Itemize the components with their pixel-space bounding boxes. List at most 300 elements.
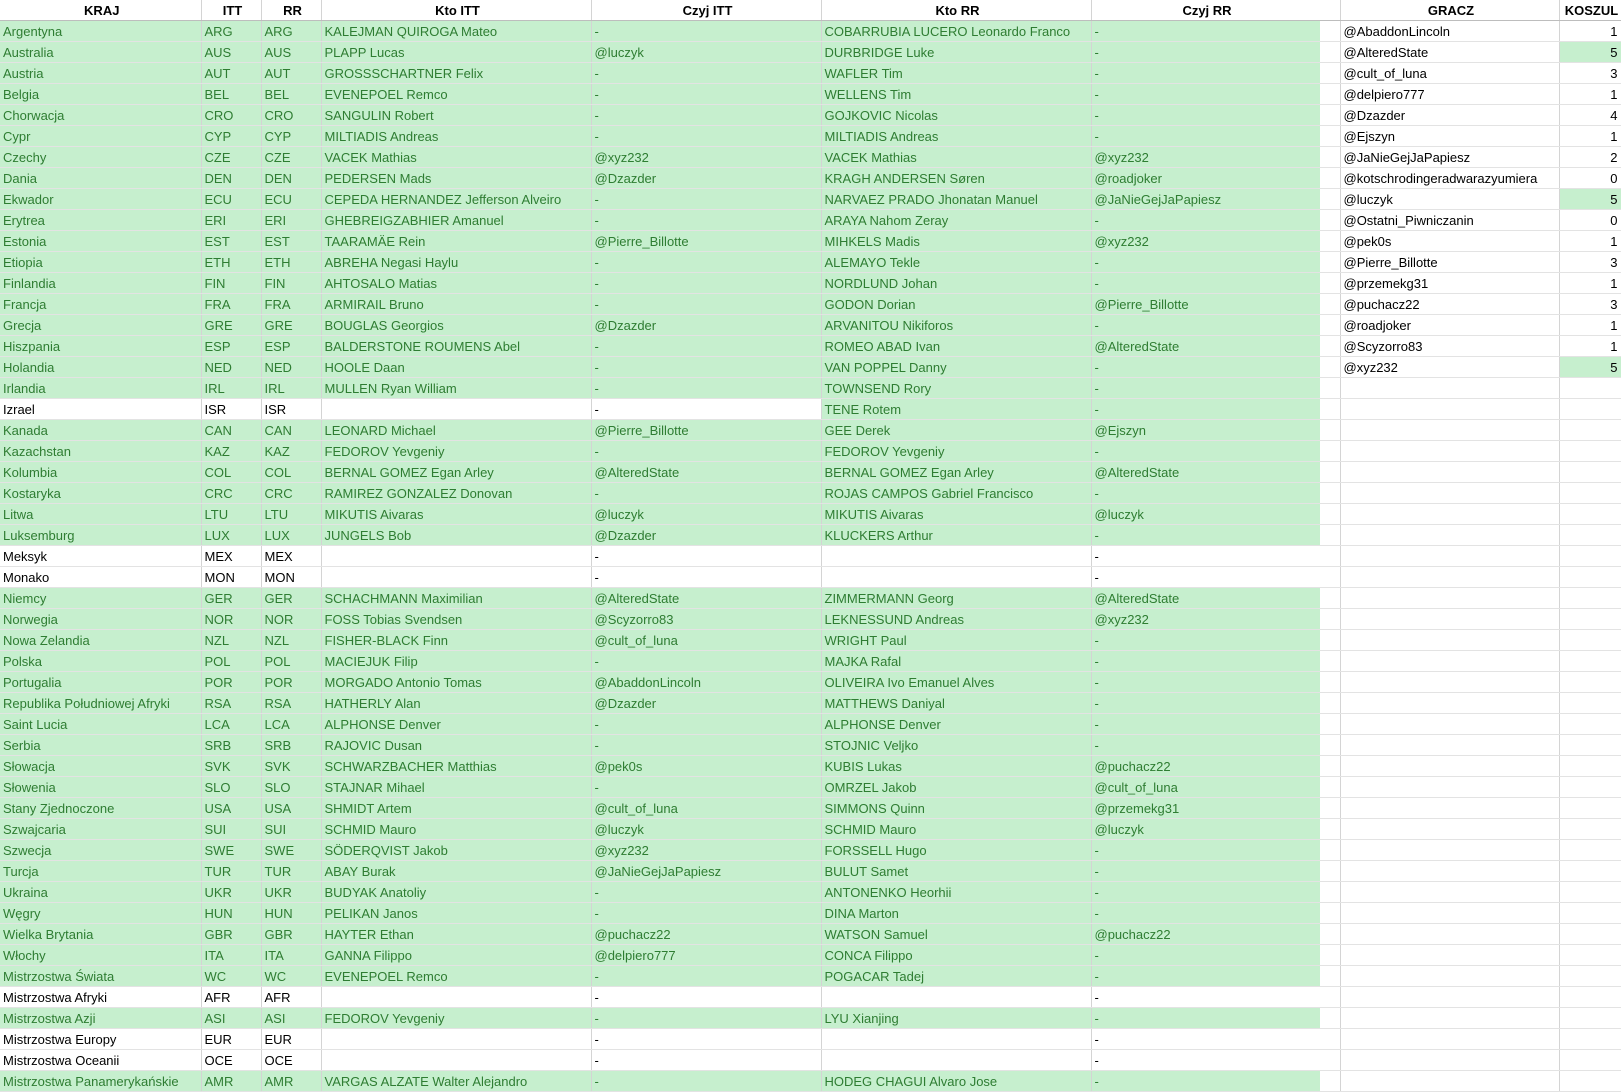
cell-kraj[interactable]: Mistrzostwa Europy [0,1029,201,1050]
cell-kraj[interactable]: Meksyk [0,546,201,567]
gap-cell[interactable] [1320,693,1340,714]
cell-kto-itt[interactable]: SANGULIN Robert [321,105,591,126]
cell-kto-rr[interactable]: WAFLER Tim [821,63,1091,84]
cell-czyj-rr[interactable]: @cult_of_luna [1091,777,1320,798]
header-koszul[interactable]: KOSZUL [1559,0,1621,21]
cell-kto-rr[interactable] [821,987,1091,1008]
cell-czyj-rr[interactable]: - [1091,315,1320,336]
cell-kto-itt[interactable]: VACEK Mathias [321,147,591,168]
cell-kto-rr[interactable]: MIHKELS Madis [821,231,1091,252]
gap-cell[interactable] [1320,231,1340,252]
cell-czyj-itt[interactable]: @pek0s [591,756,821,777]
cell-kraj[interactable]: Kolumbia [0,462,201,483]
player-koszul-cell[interactable]: 5 [1559,357,1621,378]
cell-itt[interactable]: ECU [201,189,261,210]
player-name-cell[interactable]: @xyz232 [1340,357,1559,378]
cell-kraj[interactable]: Mistrzostwa Świata [0,966,201,987]
cell-itt[interactable]: OCE [201,1050,261,1071]
cell-kraj[interactable]: Holandia [0,357,201,378]
cell-kto-rr[interactable]: KUBIS Lukas [821,756,1091,777]
cell-rr[interactable]: LUX [261,525,321,546]
cell-rr[interactable]: EUR [261,1029,321,1050]
cell-kto-rr[interactable]: OMRZEL Jakob [821,777,1091,798]
cell-czyj-itt[interactable]: - [591,294,821,315]
player-koszul-cell[interactable] [1559,588,1621,609]
player-name-cell[interactable]: @cult_of_luna [1340,63,1559,84]
cell-rr[interactable]: EST [261,231,321,252]
player-koszul-cell[interactable]: 0 [1559,168,1621,189]
player-name-cell[interactable]: @Ostatni_Piwniczanin [1340,210,1559,231]
gap-cell[interactable] [1320,84,1340,105]
cell-kto-rr[interactable]: TOWNSEND Rory [821,378,1091,399]
player-name-cell[interactable] [1340,966,1559,987]
cell-czyj-rr[interactable]: @AlteredState [1091,588,1320,609]
cell-czyj-rr[interactable]: - [1091,273,1320,294]
player-koszul-cell[interactable] [1559,630,1621,651]
cell-kto-itt[interactable]: ABAY Burak [321,861,591,882]
cell-rr[interactable]: LTU [261,504,321,525]
player-koszul-cell[interactable]: 1 [1559,126,1621,147]
cell-kto-rr[interactable]: NARVAEZ PRADO Jhonatan Manuel [821,189,1091,210]
player-name-cell[interactable] [1340,399,1559,420]
gap-cell[interactable] [1320,588,1340,609]
cell-kraj[interactable]: Szwecja [0,840,201,861]
gap-cell[interactable] [1320,63,1340,84]
cell-rr[interactable]: CAN [261,420,321,441]
cell-czyj-rr[interactable]: @przemekg31 [1091,798,1320,819]
cell-rr[interactable]: NZL [261,630,321,651]
cell-kto-rr[interactable]: POGACAR Tadej [821,966,1091,987]
cell-kto-itt[interactable] [321,399,591,420]
cell-kraj[interactable]: Republika Południowej Afryki [0,693,201,714]
player-koszul-cell[interactable]: 1 [1559,315,1621,336]
cell-czyj-rr[interactable]: - [1091,987,1320,1008]
player-name-cell[interactable] [1340,1071,1559,1092]
cell-kto-rr[interactable]: NORDLUND Johan [821,273,1091,294]
player-name-cell[interactable] [1340,651,1559,672]
player-koszul-cell[interactable] [1559,546,1621,567]
player-koszul-cell[interactable]: 1 [1559,273,1621,294]
cell-czyj-itt[interactable]: @AlteredState [591,462,821,483]
player-koszul-cell[interactable]: 3 [1559,63,1621,84]
cell-rr[interactable]: AUT [261,63,321,84]
player-koszul-cell[interactable] [1559,693,1621,714]
cell-kto-rr[interactable]: WRIGHT Paul [821,630,1091,651]
cell-czyj-itt[interactable]: - [591,1071,821,1092]
cell-rr[interactable]: AFR [261,987,321,1008]
cell-itt[interactable]: NED [201,357,261,378]
cell-czyj-itt[interactable]: - [591,1008,821,1029]
cell-czyj-rr[interactable]: @AlteredState [1091,462,1320,483]
player-name-cell[interactable] [1340,903,1559,924]
cell-czyj-itt[interactable]: - [591,252,821,273]
cell-czyj-itt[interactable]: - [591,399,821,420]
cell-kto-rr[interactable]: BULUT Samet [821,861,1091,882]
cell-kto-rr[interactable]: MILTIADIS Andreas [821,126,1091,147]
cell-czyj-rr[interactable]: - [1091,861,1320,882]
cell-kto-rr[interactable]: HODEG CHAGUI Alvaro Jose [821,1071,1091,1092]
cell-kraj[interactable]: Szwajcaria [0,819,201,840]
header-gracz[interactable]: GRACZ [1340,0,1559,21]
cell-rr[interactable]: SUI [261,819,321,840]
cell-kto-itt[interactable] [321,1050,591,1071]
cell-kto-rr[interactable] [821,546,1091,567]
player-koszul-cell[interactable]: 1 [1559,84,1621,105]
cell-kto-rr[interactable]: VAN POPPEL Danny [821,357,1091,378]
gap-cell[interactable] [1320,861,1340,882]
cell-czyj-rr[interactable]: - [1091,210,1320,231]
cell-itt[interactable]: ITA [201,945,261,966]
gap-cell[interactable] [1320,798,1340,819]
cell-kto-itt[interactable]: MACIEJUK Filip [321,651,591,672]
cell-itt[interactable]: GER [201,588,261,609]
cell-czyj-rr[interactable]: - [1091,1050,1320,1071]
cell-kraj[interactable]: Austria [0,63,201,84]
cell-kto-itt[interactable] [321,546,591,567]
cell-czyj-rr[interactable]: @Pierre_Billotte [1091,294,1320,315]
player-name-cell[interactable] [1340,672,1559,693]
cell-kraj[interactable]: Serbia [0,735,201,756]
gap-cell[interactable] [1320,924,1340,945]
cell-kraj[interactable]: Dania [0,168,201,189]
cell-kto-rr[interactable]: ALPHONSE Denver [821,714,1091,735]
player-name-cell[interactable] [1340,861,1559,882]
player-koszul-cell[interactable] [1559,504,1621,525]
cell-kto-itt[interactable]: GANNA Filippo [321,945,591,966]
cell-kto-rr[interactable]: LEKNESSUND Andreas [821,609,1091,630]
cell-itt[interactable]: NZL [201,630,261,651]
gap-cell[interactable] [1320,147,1340,168]
cell-czyj-itt[interactable]: @JaNieGejJaPapiesz [591,861,821,882]
player-name-cell[interactable] [1340,924,1559,945]
gap-cell[interactable] [1320,21,1340,42]
gap-cell[interactable] [1320,441,1340,462]
cell-czyj-itt[interactable]: - [591,189,821,210]
gap-cell[interactable] [1320,966,1340,987]
cell-kto-itt[interactable]: GHEBREIGZABHIER Amanuel [321,210,591,231]
cell-rr[interactable]: GRE [261,315,321,336]
cell-czyj-rr[interactable]: - [1091,546,1320,567]
cell-czyj-rr[interactable]: - [1091,357,1320,378]
cell-kto-rr[interactable]: DURBRIDGE Luke [821,42,1091,63]
cell-kraj[interactable]: Nowa Zelandia [0,630,201,651]
cell-rr[interactable]: FIN [261,273,321,294]
player-name-cell[interactable]: @AlteredState [1340,42,1559,63]
cell-czyj-rr[interactable]: - [1091,399,1320,420]
cell-kto-rr[interactable]: FEDOROV Yevgeniy [821,441,1091,462]
player-name-cell[interactable]: @Dzazder [1340,105,1559,126]
cell-kto-rr[interactable]: ROJAS CAMPOS Gabriel Francisco [821,483,1091,504]
gap-cell[interactable] [1320,252,1340,273]
cell-rr[interactable]: KAZ [261,441,321,462]
gap-cell[interactable] [1320,462,1340,483]
cell-czyj-rr[interactable]: - [1091,252,1320,273]
cell-czyj-rr[interactable]: @puchacz22 [1091,756,1320,777]
cell-itt[interactable]: CRC [201,483,261,504]
cell-itt[interactable]: TUR [201,861,261,882]
cell-kto-rr[interactable]: MAJKA Rafal [821,651,1091,672]
gap-cell[interactable] [1320,357,1340,378]
player-koszul-cell[interactable] [1559,483,1621,504]
cell-kto-itt[interactable]: MILTIADIS Andreas [321,126,591,147]
cell-itt[interactable]: POR [201,672,261,693]
cell-kraj[interactable]: Mistrzostwa Afryki [0,987,201,1008]
gap-cell[interactable] [1320,882,1340,903]
gap-cell[interactable] [1320,1050,1340,1071]
player-name-cell[interactable]: @delpiero777 [1340,84,1559,105]
cell-kraj[interactable]: Hiszpania [0,336,201,357]
cell-kraj[interactable]: Polska [0,651,201,672]
cell-czyj-rr[interactable]: - [1091,21,1320,42]
gap-cell[interactable] [1320,903,1340,924]
cell-czyj-itt[interactable]: - [591,987,821,1008]
cell-rr[interactable]: RSA [261,693,321,714]
cell-kraj[interactable]: Czechy [0,147,201,168]
cell-kto-rr[interactable]: BERNAL GOMEZ Egan Arley [821,462,1091,483]
cell-kto-rr[interactable]: WELLENS Tim [821,84,1091,105]
gap-cell[interactable] [1320,735,1340,756]
cell-itt[interactable]: AFR [201,987,261,1008]
cell-kraj[interactable]: Erytrea [0,210,201,231]
cell-rr[interactable]: AUS [261,42,321,63]
cell-kto-rr[interactable] [821,567,1091,588]
cell-kto-itt[interactable]: BERNAL GOMEZ Egan Arley [321,462,591,483]
cell-kto-itt[interactable]: BUDYAK Anatoliy [321,882,591,903]
cell-czyj-itt[interactable]: @Scyzorro83 [591,609,821,630]
cell-czyj-rr[interactable]: - [1091,882,1320,903]
player-koszul-cell[interactable] [1559,609,1621,630]
gap-cell[interactable] [1320,1029,1340,1050]
cell-itt[interactable]: FIN [201,273,261,294]
cell-czyj-itt[interactable]: - [591,441,821,462]
player-name-cell[interactable] [1340,567,1559,588]
cell-kto-rr[interactable]: GEE Derek [821,420,1091,441]
player-name-cell[interactable]: @puchacz22 [1340,294,1559,315]
cell-itt[interactable]: FRA [201,294,261,315]
gap-cell[interactable] [1320,987,1340,1008]
gap-cell[interactable] [1320,630,1340,651]
player-koszul-cell[interactable] [1559,819,1621,840]
cell-czyj-itt[interactable]: - [591,105,821,126]
cell-itt[interactable]: SWE [201,840,261,861]
gap-cell[interactable] [1320,1071,1340,1092]
cell-kto-itt[interactable]: MIKUTIS Aivaras [321,504,591,525]
cell-czyj-rr[interactable]: - [1091,84,1320,105]
cell-czyj-itt[interactable]: @xyz232 [591,840,821,861]
cell-kraj[interactable]: Niemcy [0,588,201,609]
cell-czyj-rr[interactable]: - [1091,42,1320,63]
cell-kto-itt[interactable]: SCHMID Mauro [321,819,591,840]
cell-kraj[interactable]: Monako [0,567,201,588]
cell-kto-itt[interactable]: SCHWARZBACHER Matthias [321,756,591,777]
cell-kto-itt[interactable]: LEONARD Michael [321,420,591,441]
cell-czyj-rr[interactable]: - [1091,945,1320,966]
cell-itt[interactable]: CRO [201,105,261,126]
cell-itt[interactable]: POL [201,651,261,672]
cell-kto-rr[interactable]: STOJNIC Veljko [821,735,1091,756]
cell-czyj-itt[interactable]: @xyz232 [591,147,821,168]
cell-kto-itt[interactable]: STAJNAR Mihael [321,777,591,798]
cell-kraj[interactable]: Saint Lucia [0,714,201,735]
cell-rr[interactable]: ASI [261,1008,321,1029]
cell-czyj-rr[interactable]: @luczyk [1091,819,1320,840]
cell-itt[interactable]: HUN [201,903,261,924]
cell-czyj-rr[interactable]: - [1091,840,1320,861]
cell-kraj[interactable]: Grecja [0,315,201,336]
cell-czyj-rr[interactable]: - [1091,630,1320,651]
cell-rr[interactable]: CRC [261,483,321,504]
cell-itt[interactable]: KAZ [201,441,261,462]
player-name-cell[interactable]: @luczyk [1340,189,1559,210]
cell-itt[interactable]: MON [201,567,261,588]
cell-itt[interactable]: GRE [201,315,261,336]
player-name-cell[interactable] [1340,987,1559,1008]
player-koszul-cell[interactable] [1559,1029,1621,1050]
gap-cell[interactable] [1320,42,1340,63]
cell-czyj-itt[interactable]: - [591,567,821,588]
header-rr[interactable]: RR [261,0,321,21]
cell-kraj[interactable]: Finlandia [0,273,201,294]
cell-kto-rr[interactable]: MIKUTIS Aivaras [821,504,1091,525]
cell-itt[interactable]: SVK [201,756,261,777]
cell-itt[interactable]: AMR [201,1071,261,1092]
cell-kto-itt[interactable]: FISHER-BLACK Finn [321,630,591,651]
cell-czyj-itt[interactable]: - [591,1050,821,1071]
cell-czyj-rr[interactable]: @luczyk [1091,504,1320,525]
cell-itt[interactable]: AUT [201,63,261,84]
cell-czyj-rr[interactable]: - [1091,483,1320,504]
player-name-cell[interactable] [1340,483,1559,504]
cell-kto-rr[interactable]: VACEK Mathias [821,147,1091,168]
player-name-cell[interactable] [1340,693,1559,714]
cell-kto-itt[interactable]: PEDERSEN Mads [321,168,591,189]
cell-rr[interactable]: FRA [261,294,321,315]
cell-czyj-itt[interactable]: - [591,21,821,42]
cell-kto-itt[interactable]: PELIKAN Janos [321,903,591,924]
cell-czyj-rr[interactable]: - [1091,735,1320,756]
cell-kraj[interactable]: Mistrzostwa Panamerykańskie [0,1071,201,1092]
cell-czyj-rr[interactable]: - [1091,567,1320,588]
cell-kraj[interactable]: Mistrzostwa Azji [0,1008,201,1029]
player-koszul-cell[interactable] [1559,882,1621,903]
cell-czyj-rr[interactable]: @xyz232 [1091,147,1320,168]
cell-itt[interactable]: LUX [201,525,261,546]
cell-czyj-itt[interactable]: @luczyk [591,819,821,840]
cell-itt[interactable]: ETH [201,252,261,273]
cell-kraj[interactable]: Etiopia [0,252,201,273]
cell-kto-itt[interactable]: HATHERLY Alan [321,693,591,714]
cell-itt[interactable]: EST [201,231,261,252]
gap-cell[interactable] [1320,714,1340,735]
player-koszul-cell[interactable] [1559,567,1621,588]
player-name-cell[interactable]: @AbaddonLincoln [1340,21,1559,42]
player-name-cell[interactable]: @Pierre_Billotte [1340,252,1559,273]
player-name-cell[interactable] [1340,819,1559,840]
cell-czyj-rr[interactable]: - [1091,693,1320,714]
cell-rr[interactable]: HUN [261,903,321,924]
cell-czyj-rr[interactable]: - [1091,1071,1320,1092]
cell-czyj-rr[interactable]: @xyz232 [1091,609,1320,630]
cell-kraj[interactable]: Słowenia [0,777,201,798]
cell-itt[interactable]: RSA [201,693,261,714]
player-name-cell[interactable] [1340,798,1559,819]
cell-kto-itt[interactable]: SÖDERQVIST Jakob [321,840,591,861]
player-koszul-cell[interactable] [1559,756,1621,777]
cell-kto-itt[interactable]: MORGADO Antonio Tomas [321,672,591,693]
cell-kraj[interactable]: Francja [0,294,201,315]
cell-kraj[interactable]: Mistrzostwa Oceanii [0,1050,201,1071]
cell-kraj[interactable]: Izrael [0,399,201,420]
gap-cell[interactable] [1320,777,1340,798]
player-koszul-cell[interactable] [1559,672,1621,693]
cell-czyj-itt[interactable]: - [591,84,821,105]
cell-czyj-rr[interactable]: - [1091,105,1320,126]
player-name-cell[interactable]: @pek0s [1340,231,1559,252]
cell-czyj-rr[interactable]: @AlteredState [1091,336,1320,357]
cell-kto-rr[interactable] [821,1050,1091,1071]
player-name-cell[interactable] [1340,504,1559,525]
player-name-cell[interactable] [1340,609,1559,630]
gap-cell[interactable] [1320,210,1340,231]
player-koszul-cell[interactable]: 1 [1559,231,1621,252]
cell-czyj-itt[interactable]: @Pierre_Billotte [591,231,821,252]
cell-kto-rr[interactable]: ANTONENKO Heorhii [821,882,1091,903]
cell-itt[interactable]: ARG [201,21,261,42]
player-name-cell[interactable]: @Scyzorro83 [1340,336,1559,357]
cell-itt[interactable]: IRL [201,378,261,399]
player-koszul-cell[interactable]: 0 [1559,210,1621,231]
player-name-cell[interactable] [1340,441,1559,462]
cell-czyj-itt[interactable]: - [591,903,821,924]
cell-kto-rr[interactable]: FORSSELL Hugo [821,840,1091,861]
cell-rr[interactable]: DEN [261,168,321,189]
gap-cell[interactable] [1320,105,1340,126]
cell-czyj-rr[interactable]: - [1091,63,1320,84]
player-koszul-cell[interactable] [1559,651,1621,672]
cell-kto-rr[interactable]: TENE Rotem [821,399,1091,420]
cell-kto-itt[interactable]: FEDOROV Yevgeniy [321,441,591,462]
cell-kto-rr[interactable]: SIMMONS Quinn [821,798,1091,819]
cell-kto-rr[interactable]: ZIMMERMANN Georg [821,588,1091,609]
cell-kto-itt[interactable]: TAARAMÄE Rein [321,231,591,252]
cell-itt[interactable]: CZE [201,147,261,168]
cell-czyj-rr[interactable]: - [1091,651,1320,672]
cell-kraj[interactable]: Litwa [0,504,201,525]
cell-kraj[interactable]: Chorwacja [0,105,201,126]
cell-itt[interactable]: ISR [201,399,261,420]
cell-czyj-rr[interactable]: - [1091,1008,1320,1029]
player-koszul-cell[interactable] [1559,798,1621,819]
cell-itt[interactable]: ERI [201,210,261,231]
cell-itt[interactable]: SUI [201,819,261,840]
gap-cell[interactable] [1320,672,1340,693]
player-name-cell[interactable]: @przemekg31 [1340,273,1559,294]
gap-cell[interactable] [1320,1008,1340,1029]
cell-kto-itt[interactable]: KALEJMAN QUIROGA Mateo [321,21,591,42]
cell-czyj-itt[interactable]: - [591,378,821,399]
cell-kto-rr[interactable]: SCHMID Mauro [821,819,1091,840]
player-name-cell[interactable] [1340,840,1559,861]
player-name-cell[interactable] [1340,945,1559,966]
cell-czyj-itt[interactable]: - [591,546,821,567]
player-name-cell[interactable] [1340,756,1559,777]
gap-cell[interactable] [1320,399,1340,420]
cell-czyj-itt[interactable]: @luczyk [591,42,821,63]
gap-cell[interactable] [1320,189,1340,210]
cell-rr[interactable]: ESP [261,336,321,357]
cell-czyj-rr[interactable]: @JaNieGejJaPapiesz [1091,189,1320,210]
cell-czyj-itt[interactable]: - [591,777,821,798]
